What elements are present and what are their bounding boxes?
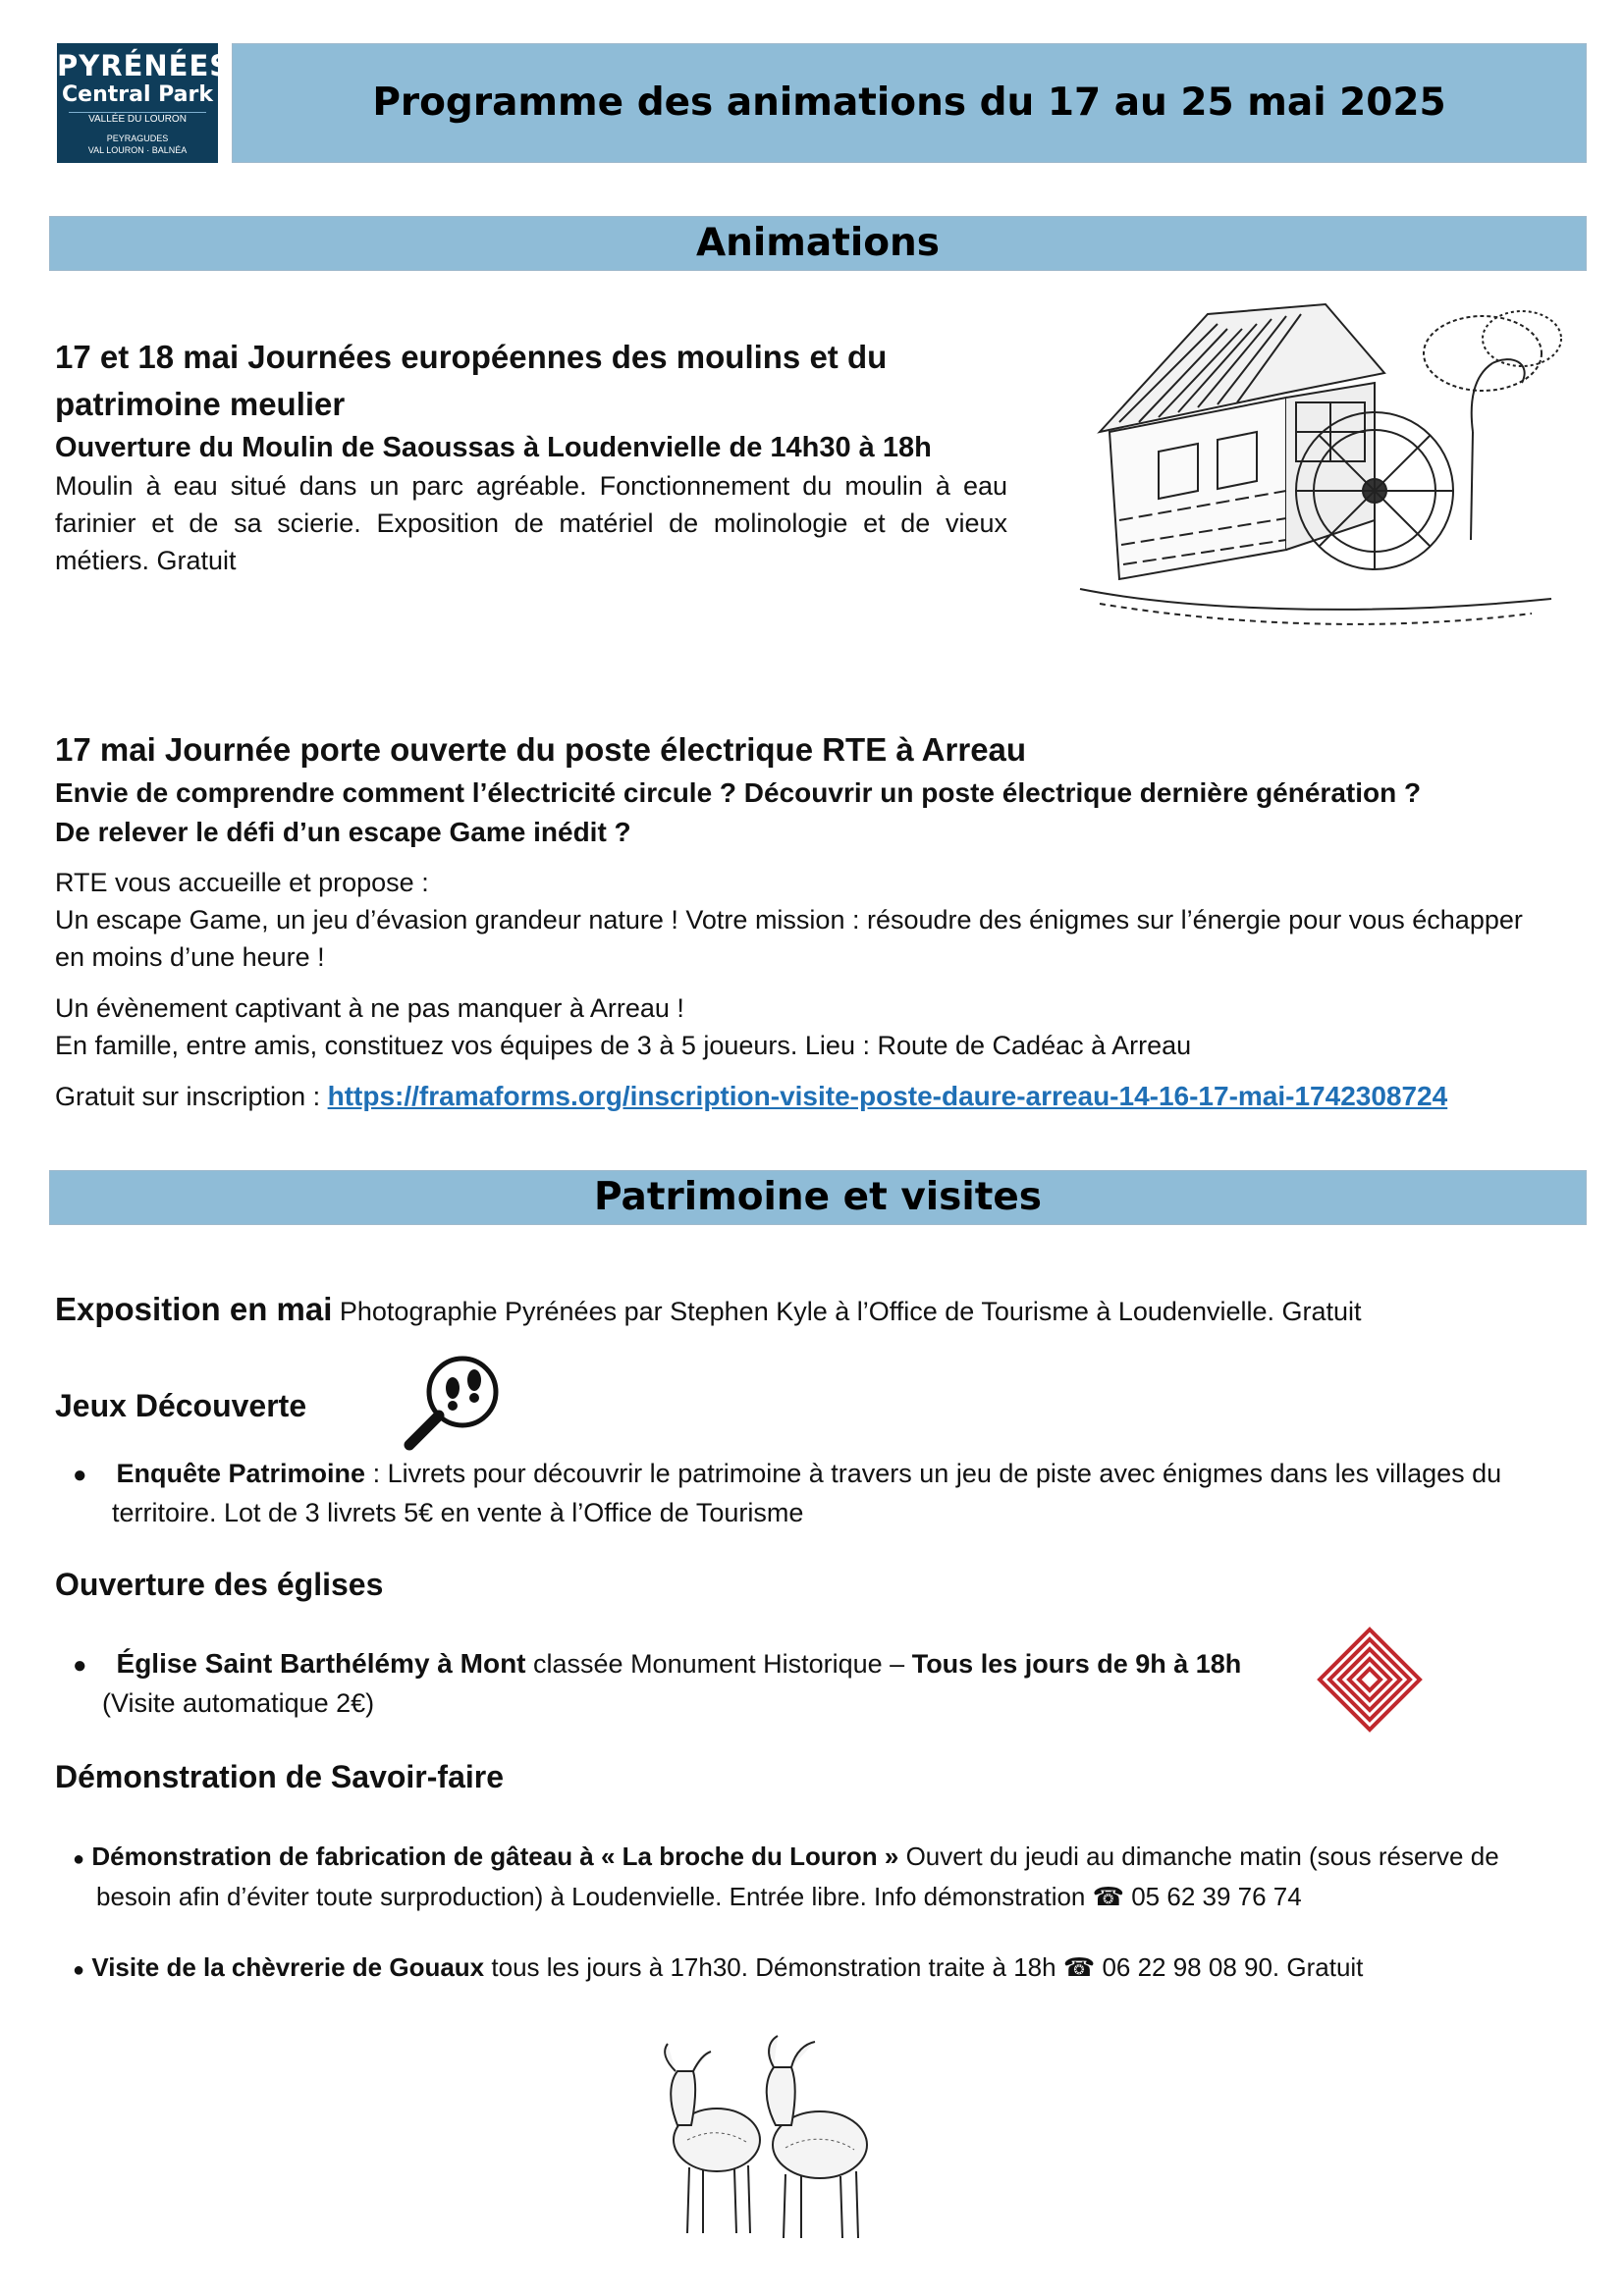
savoir-item2-bold: Visite de la chèvrerie de Gouaux xyxy=(91,1952,485,1982)
savoir-item1-line1 xyxy=(73,1838,1591,1878)
eglises-item-text: classée Monument Historique – xyxy=(525,1649,912,1679)
page-title: Programme des animations du 17 au 25 mai 2025 xyxy=(372,80,1446,125)
moulins-desc-2: farinier et de sa scierie. Exposition de matériel de molinologie et de vieux xyxy=(55,508,1007,538)
rte-sub-1: Envie de comprendre comment l’électricité circule ? Découvrir un poste électrique dernière génération ? xyxy=(55,777,1422,808)
watermill-illustration xyxy=(1060,294,1571,638)
exposition-title: Exposition en mai xyxy=(55,1291,333,1327)
rte-register-label: Gratuit sur inscription : xyxy=(55,1082,328,1111)
eglises-item-bold2: Tous les jours de 9h à 18h xyxy=(911,1649,1242,1679)
eglises-item xyxy=(73,1645,1310,1722)
jeux-item-bold: Enquête Patrimoine xyxy=(116,1459,366,1488)
moulins-desc-3: métiers. Gratuit xyxy=(55,546,237,575)
savoir-title: Démonstration de Savoir-faire xyxy=(55,1759,504,1794)
eglises-item-line2: (Visite automatique 2€) xyxy=(102,1688,375,1718)
bullet-icon: ● xyxy=(73,1959,85,1981)
jeux-item-text2: territoire. Lot de 3 livrets 5€ en vente à l’Office de Tourisme xyxy=(112,1498,804,1527)
moulins-subtitle: Ouverture du Moulin de Saoussas à Loudenvielle de 14h30 à 18h xyxy=(55,432,932,463)
moulins-title-1: 17 et 18 mai Journées européennes des moulins et du xyxy=(55,339,888,375)
rte-p1-2: Un escape Game, un jeu d’évasion grandeur nature ! Votre mission : résoudre des énigmes sur l’énergie pour vous échapper xyxy=(55,905,1523,934)
rte-title: 17 mai Journée porte ouverte du poste électrique RTE à Arreau xyxy=(55,731,1027,768)
section-title-patrimoine: Patrimoine et visites xyxy=(593,1175,1043,1219)
moulins-desc-1: Moulin à eau situé dans un parc agréable. Fonctionnement du moulin à eau xyxy=(55,471,1007,501)
eglises-title: Ouverture des églises xyxy=(55,1567,384,1602)
savoir-item1-bold: Démonstration de fabrication de gâteau à « La broche du Louron » xyxy=(91,1842,899,1871)
jeux-item-line1 xyxy=(73,1455,1585,1494)
logo-line1: PYRÉNÉES xyxy=(57,49,232,82)
moulins-block xyxy=(55,334,1007,579)
exposition-text: Photographie Pyrénées par Stephen Kyle à l’Office de Tourisme à Loudenvielle. Gratuit xyxy=(332,1297,1362,1326)
savoir-item2-line xyxy=(73,1949,1591,1989)
rte-sub-2: De relever le défi d’un escape Game inédit ? xyxy=(55,817,631,847)
bullet-icon: ● xyxy=(73,1652,87,1679)
rte-p2-1: Un évènement captivant à ne pas manquer à Arreau ! xyxy=(55,993,684,1023)
savoir-item1-text2: besoin afin d’éviter toute surproduction) à Loudenvielle. Entrée libre. Info démonstration ☎ 05 62 39 76 74 xyxy=(96,1882,1302,1911)
rte-p1-3: en moins d’une heure ! xyxy=(55,942,325,972)
magnifier-footprint-icon xyxy=(398,1349,508,1459)
savoir-item-2 xyxy=(73,1949,1591,1989)
jeux-item-text1: : Livrets pour découvrir le patrimoine à travers un jeu de piste avec énigmes dans les villages du xyxy=(365,1459,1502,1488)
section-title-animations: Animations xyxy=(695,221,941,265)
header-bar xyxy=(232,43,1587,163)
eglises-item-line1 xyxy=(73,1645,1310,1684)
rte-register-link[interactable]: https://framaforms.org/inscription-visite-poste-daure-arreau-14-16-17-mai-1742308724 xyxy=(327,1081,1448,1111)
goats-illustration xyxy=(648,2032,893,2248)
bullet-icon: ● xyxy=(73,1848,85,1870)
savoir-item1-text1: Ouvert du jeudi au dimanche matin (sous réserve de xyxy=(898,1842,1499,1871)
rte-p2-2: En famille, entre amis, constituez vos équipes de 3 à 5 joueurs. Lieu : Route de Cadéac à Arreau xyxy=(55,1031,1192,1060)
monument-historique-icon xyxy=(1316,1626,1424,1734)
jeux-title: Jeux Découverte xyxy=(55,1388,307,1423)
bullet-icon: ● xyxy=(73,1462,87,1488)
moulins-title-2: patrimoine meulier xyxy=(55,386,346,422)
jeux-item xyxy=(73,1455,1585,1531)
rte-block xyxy=(55,726,1587,1115)
rte-register xyxy=(55,1078,1587,1115)
section-bar-patrimoine xyxy=(49,1170,1587,1225)
logo-line2: Central Park xyxy=(62,82,213,107)
section-bar-animations xyxy=(49,216,1587,271)
logo-line3: VALLÉE DU LOURON xyxy=(69,112,206,127)
savoir-item-1 xyxy=(73,1838,1591,1915)
brand-logo xyxy=(57,43,232,163)
savoir-item2-text: tous les jours à 17h30. Démonstration traite à 18h ☎ 06 22 98 08 90. Gratuit xyxy=(484,1952,1364,1982)
rte-p1-1: RTE vous accueille et propose : xyxy=(55,868,429,897)
logo-line4: PEYRAGUDES xyxy=(106,133,169,143)
logo-line5: VAL LOURON · BALNÉA xyxy=(87,145,188,155)
exposition-line xyxy=(55,1286,1587,1340)
eglises-item-bold: Église Saint Barthélémy à Mont xyxy=(116,1648,526,1679)
